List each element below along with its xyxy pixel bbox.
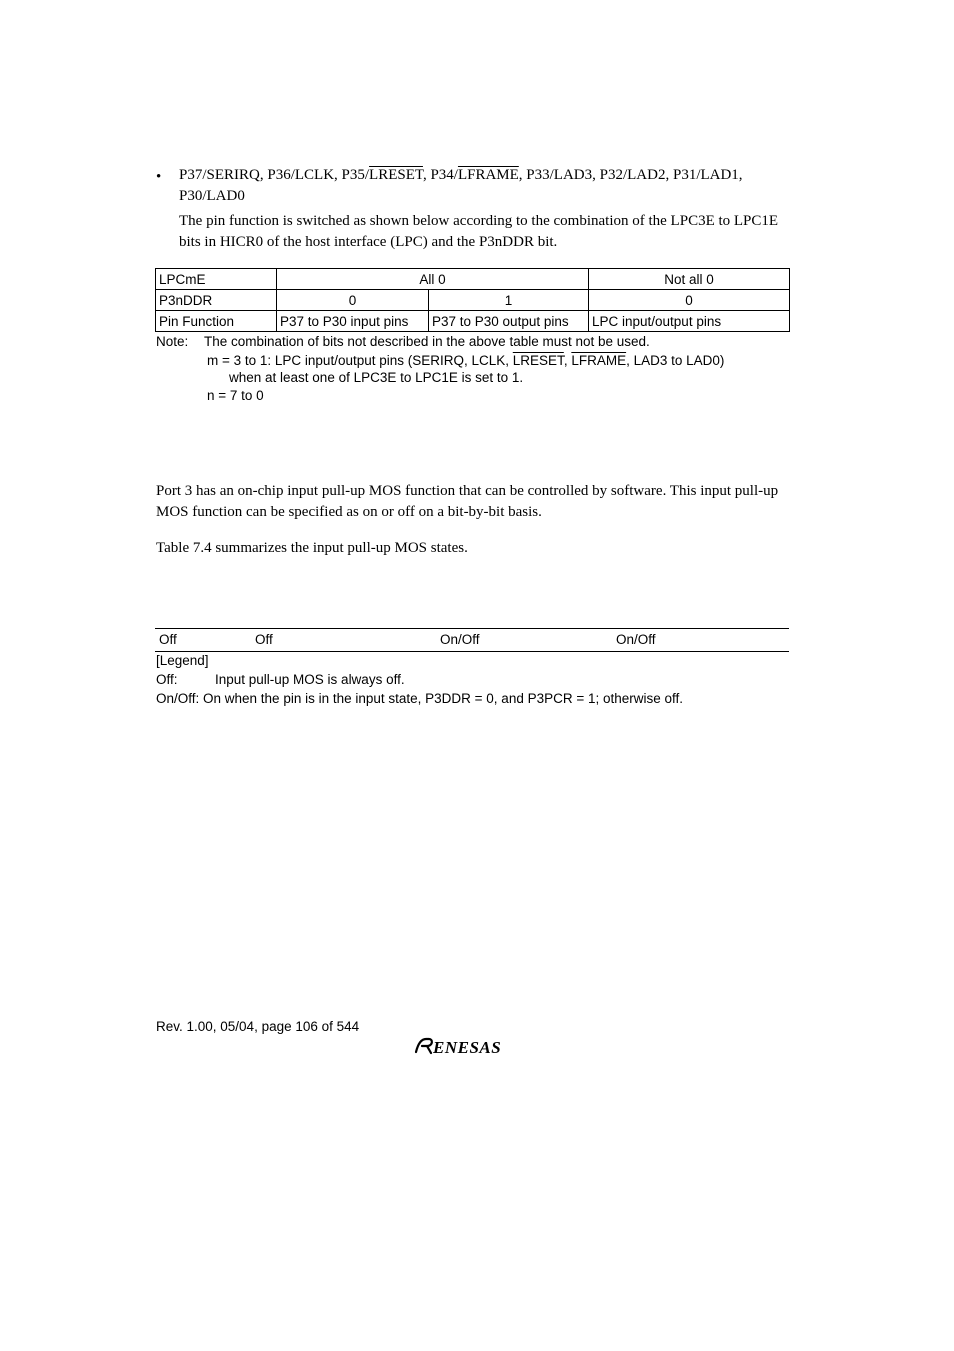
legend-heading: [Legend] — [156, 653, 209, 668]
table-reference-paragraph: Table 7.4 summarizes the input pull-up MOS states. — [156, 540, 468, 556]
table-cell: On/Off — [440, 632, 480, 647]
table-cell: All 0 — [277, 269, 589, 290]
table-top-rule — [155, 628, 789, 629]
note-label: Note: — [156, 334, 189, 349]
pin-list-seg3: , P34/ — [422, 167, 458, 183]
bullet-mark: • — [156, 169, 162, 185]
note-lframe: LFRAME — [571, 353, 627, 368]
table-row — [156, 311, 790, 332]
pin-function-table — [155, 268, 790, 332]
note-m-seg-a: m = 3 to 1: LPC input/output pins (SERIRQ, LCLK, — [207, 353, 513, 368]
table-bottom-rule — [155, 651, 789, 652]
renesas-logo — [413, 1034, 535, 1063]
note-n-line: n = 7 to 0 — [207, 388, 264, 403]
table-cell: Pin Function — [156, 311, 277, 332]
pin-list-line2: P30/LAD0 — [179, 188, 245, 204]
note-m-line2: when at least one of LPC3E to LPC1E is set to 1. — [229, 370, 524, 385]
pin-list-seg5: , P33/LAD3, P32/LAD2, P31/LAD1, — [518, 167, 743, 183]
table-row — [156, 290, 790, 311]
table-cell: P3nDDR — [156, 290, 277, 311]
table-cell: LPC input/output pins — [589, 311, 790, 332]
table-cell: 0 — [589, 290, 790, 311]
note-m-seg-e: , LAD3 to LAD0) — [626, 353, 725, 368]
page-footer: Rev. 1.00, 05/04, page 106 of 544 — [156, 1019, 360, 1034]
table-cell: Off — [255, 632, 273, 647]
pin-list-line1 — [179, 165, 743, 186]
note-m-seg-c: , — [563, 353, 572, 368]
pin-function-paragraph: The pin function is switched as shown below according to the combination of the LPC3E to LPC1E bits in HICR0 of the host interface (LPC) and the P3nDDR bit. — [179, 213, 779, 250]
pin-lreset: LRESET — [369, 167, 423, 183]
table-cell: LPCmE — [156, 269, 277, 290]
table-row — [156, 269, 790, 290]
table-cell: 0 — [277, 290, 429, 311]
table-cell: Off — [159, 632, 177, 647]
pullup-paragraph: Port 3 has an on-chip input pull-up MOS function that can be controlled by software. This input pull-up MOS function can be specified as on or off on a bit-by-bit basis. — [156, 483, 779, 520]
pin-list-seg1: P37/SERIRQ, P36/LCLK, P35/ — [179, 167, 370, 183]
table-cell: 1 — [429, 290, 589, 311]
renesas-logo-graphic — [413, 1034, 535, 1058]
note-lreset: LRESET — [512, 353, 564, 368]
legend-off-key: Off: — [156, 672, 178, 687]
table-cell: P37 to P30 input pins — [277, 311, 429, 332]
legend-off-value: Input pull-up MOS is always off. — [215, 672, 405, 687]
table-cell: On/Off — [616, 632, 656, 647]
table-cell: Not all 0 — [589, 269, 790, 290]
legend-onoff: On/Off: On when the pin is in the input state, P3DDR = 0, and P3PCR = 1; otherwise off. — [156, 691, 684, 706]
svg-text:ENESAS: ENESAS — [433, 1038, 502, 1057]
pin-lframe: LFRAME — [457, 167, 519, 183]
note-text: The combination of bits not described in the above table must not be used. — [204, 334, 650, 349]
table-cell: P37 to P30 output pins — [429, 311, 589, 332]
